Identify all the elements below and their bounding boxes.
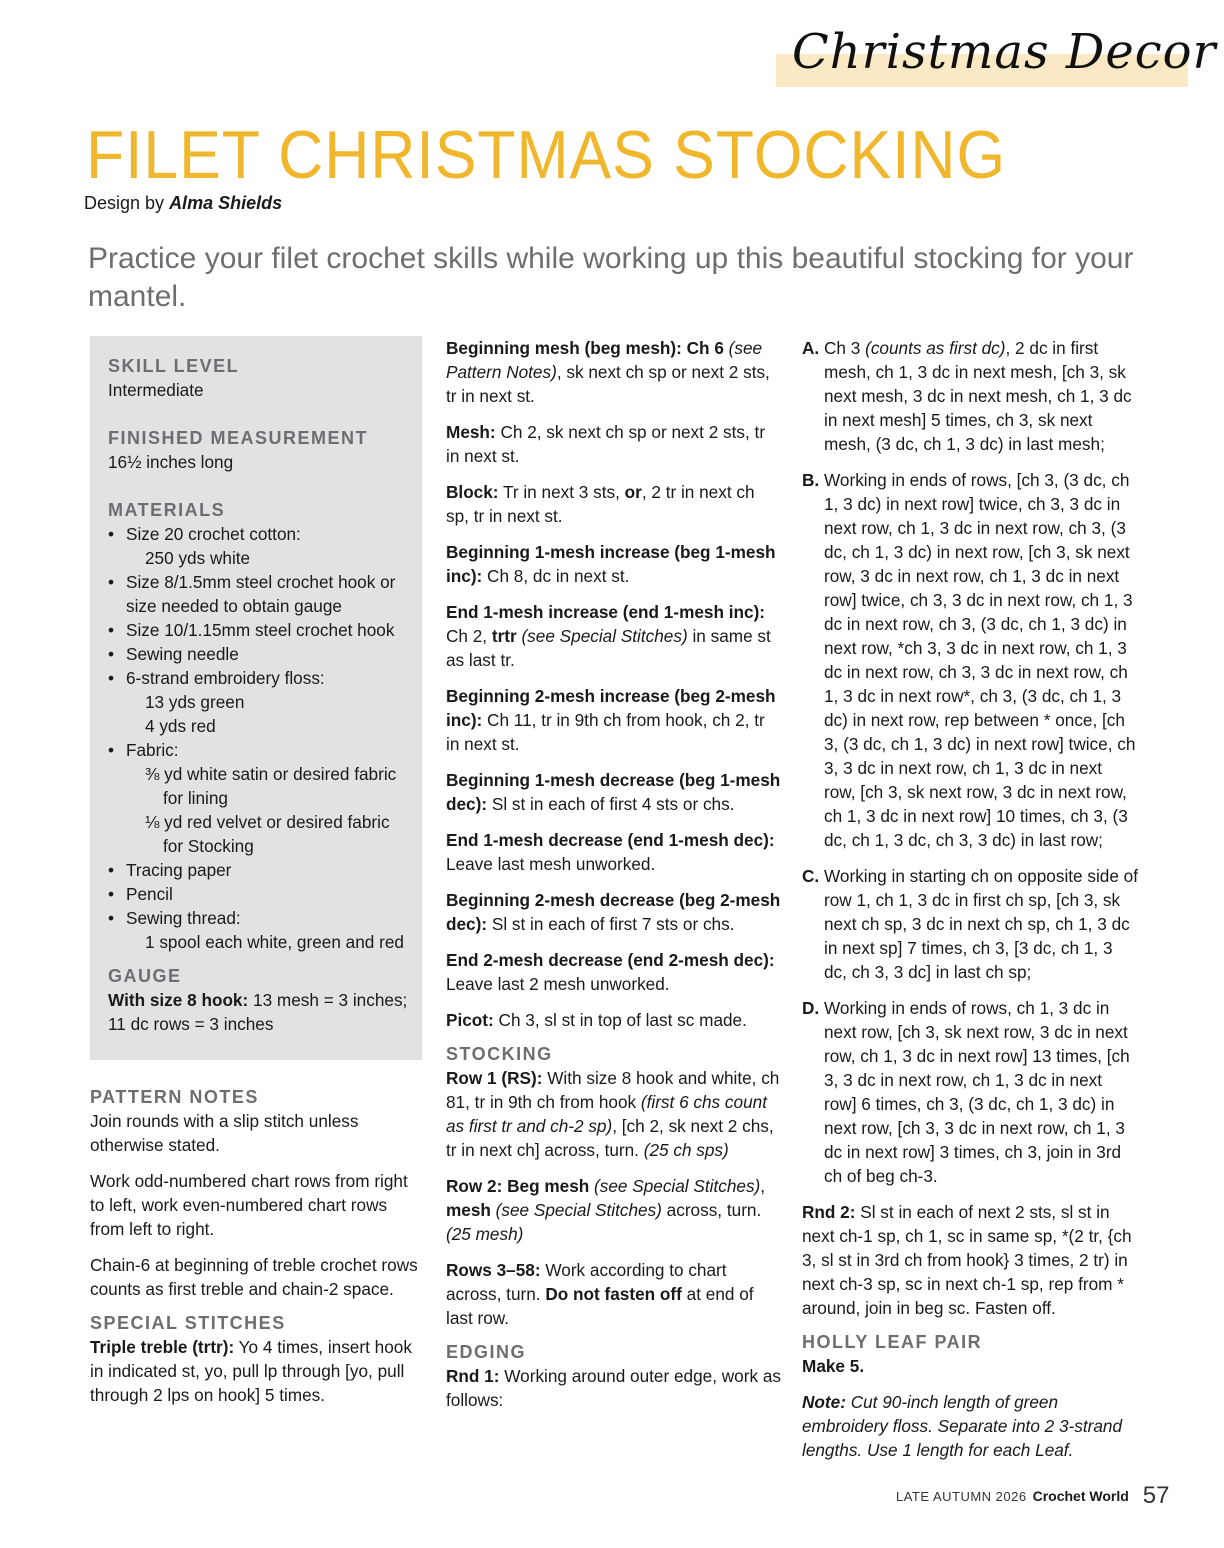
byline	[84, 193, 282, 214]
stitch-definition: End 1-mesh decrease (end 1-mesh dec): Leave last mesh unworked.	[446, 830, 775, 874]
stitch-definition: End 1-mesh increase (end 1-mesh inc): Ch 2, trtr (see Special Stitches) in same st as last tr.	[446, 602, 771, 670]
magazine-name: Crochet World	[1032, 1488, 1129, 1504]
pattern-notes-heading: PATTERN NOTES	[90, 1087, 259, 1107]
pattern-note: Work odd-numbered chart rows from right to left, work even-numbered chart rows from left to right.	[90, 1171, 408, 1239]
materials-list	[108, 522, 408, 954]
stitch-definition: Block: Tr in next 3 sts, or, 2 tr in next ch sp, tr in next st.	[446, 482, 755, 526]
edging-step-b: B. Working in ends of rows, [ch 3, (3 dc, ch 1, 3 dc) in next row] twice, ch 3, 3 dc in next row, ch 1, 3 dc in next row, ch 3, (3 dc, ch 1, 3 dc) in next row, [ch 3, sk next row, 3 dc in next row, ch 1, 3 dc in next row] twice, ch 3, 3 dc in next row, ch 1, 3 dc in next row, ch 3, (3 dc, ch 1, 3 dc) in next row, *ch 3, 3 dc in next row, ch 1, 3 dc in next row, ch 3, 3 dc in next row, ch 1, 3 dc in next row*, ch 3, (3 dc, ch 1, 3 dc) in next row, rep between * once, [ch 3, (3 dc, ch 1, 3 dc) in next row] twice, ch 3, 3 dc in next row, ch 1, 3 dc in next row, [ch 3, sk next row, 3 dc in next row, ch 1, 3 dc in next row] 10 times, ch 3, (3 dc, ch 1, 3 dc, ch 3, 3 dc) in last row;	[802, 470, 1136, 850]
pattern-row: Rnd 1: Working around outer edge, work as follows:	[446, 1366, 781, 1410]
pattern-row: Rows 3–58: Work according to chart across, turn. Do not fasten off at end of last row.	[446, 1260, 754, 1328]
stitch-definition: Triple treble (trtr): Yo 4 times, insert hook in indicated st, yo, pull lp through [yo, pull through 2 lps on hook] 5 times.	[90, 1337, 412, 1405]
measurement-value: 16½ inches long	[108, 452, 234, 472]
list-item: • Sewing thread: 1 spool each white, green and red	[108, 906, 408, 954]
edging-step-d: D. Working in ends of rows, ch 1, 3 dc in next row, [ch 3, sk next row, 3 dc in next row, ch 1, 3 dc in next row] 13 times, [ch 3, 3 dc in next row, ch 1, 3 dc in next row] 6 times, ch 3, (3 dc, ch 1, 3 dc) in next row, [ch 3, 3 dc in next row, ch 1, 3 dc in next row] 3 times, ch 3, join in 3rd ch of beg ch-3.	[802, 998, 1130, 1186]
edging-heading: EDGING	[446, 1342, 527, 1362]
stitch-definition: Beginning 2-mesh decrease (beg 2-mesh dec): Sl st in each of first 7 sts or chs.	[446, 890, 781, 934]
pattern-note: Join rounds with a slip stitch unless otherwise stated.	[90, 1111, 359, 1155]
page-title: FILET CHRISTMAS STOCKING	[86, 117, 1007, 193]
holly-leaf-heading: HOLLY LEAF PAIR	[802, 1332, 983, 1352]
stitch-definition: Beginning 2-mesh increase (beg 2-mesh inc): Ch 11, tr in 9th ch from hook, ch 2, tr in next st.	[446, 686, 776, 754]
list-item: • Pencil	[108, 882, 408, 906]
column-3	[802, 336, 1138, 1474]
holly-note: Note: Cut 90-inch length of green embroidery floss. Separate into 2 3-strand lengths. Use 1 length for each Leaf.	[802, 1392, 1123, 1460]
pattern-note: Chain-6 at beginning of treble crochet rows counts as first treble and chain-2 space.	[90, 1255, 418, 1299]
list-item: • Size 20 crochet cotton: 250 yds white	[108, 522, 408, 570]
column-1	[90, 1085, 425, 1419]
section-tag: Christmas Decor	[792, 24, 1217, 80]
stitch-definition: Mesh: Ch 2, sk next ch sp or next 2 sts, tr in next st.	[446, 422, 766, 466]
designer-name: Alma Shields	[169, 193, 283, 213]
byline-prefix: Design by	[84, 193, 165, 213]
edging-step-a: A. Ch 3 (counts as first dc), 2 dc in first mesh, ch 1, 3 dc in next mesh, [ch 3, sk next mesh, 3 dc in next mesh, ch 1, 3 dc in next mesh] 5 times, ch 3, sk next mesh, (3 dc, ch 1, 3 dc) in last mesh;	[802, 338, 1132, 454]
skill-level-heading: SKILL LEVEL	[108, 356, 240, 376]
pattern-row: Rnd 2: Sl st in each of next 2 sts, sl st in next ch-1 sp, ch 1, sc in same sp, *(2 tr, {ch 3, sl st in 3rd ch from hook} 3 times, 2 tr) in next ch-3 sp, sc in next ch-1 sp, rep from * around, join in beg sc. Fasten off.	[802, 1202, 1132, 1318]
list-item: • 6-strand embroidery floss: 13 yds green 4 yds red	[108, 666, 408, 738]
list-item: • Sewing needle	[108, 642, 408, 666]
gauge-heading: GAUGE	[108, 966, 182, 986]
stitch-definition: Picot: Ch 3, sl st in top of last sc made.	[446, 1010, 747, 1030]
page-footer	[896, 1482, 1170, 1510]
page-number: 57	[1142, 1482, 1170, 1509]
stitch-definition: End 2-mesh decrease (end 2-mesh dec): Leave last 2 mesh unworked.	[446, 950, 775, 994]
special-stitches-heading: SPECIAL STITCHES	[90, 1313, 286, 1333]
measurement-heading: FINISHED MEASUREMENT	[108, 428, 369, 448]
column-2	[446, 336, 782, 1424]
intro-text: Practice your filet crochet skills while working up this beautiful stocking for your mantel.	[88, 242, 1134, 313]
list-item: • Size 8/1.5mm steel crochet hook or size needed to obtain gauge	[108, 570, 408, 618]
list-item: • Tracing paper	[108, 858, 408, 882]
pattern-row: Row 1 (RS): With size 8 hook and white, ch 81, tr in 9th ch from hook (first 6 chs count as first tr and ch-2 sp), [ch 2, sk next 2 chs, tr in next ch] across, turn. (25 ch sps)	[446, 1068, 780, 1160]
stocking-heading: STOCKING	[446, 1044, 553, 1064]
make-count: Make 5.	[802, 1356, 865, 1376]
stitch-definition: Beginning 1-mesh decrease (beg 1-mesh dec): Sl st in each of first 4 sts or chs.	[446, 770, 781, 814]
materials-sidebar	[90, 336, 422, 1060]
materials-heading: MATERIALS	[108, 500, 226, 520]
issue-date: LATE AUTUMN 2026	[896, 1489, 1027, 1504]
stitch-definition: Beginning 1-mesh increase (beg 1-mesh inc): Ch 8, dc in next st.	[446, 542, 776, 586]
pattern-row: Row 2: Beg mesh (see Special Stitches), mesh (see Special Stitches) across, turn. (25 mesh)	[446, 1176, 766, 1244]
list-item: • Fabric: ⅜ yd white satin or desired fabric for lining ⅛ yd red velvet or desired fabric for Stocking	[108, 738, 408, 858]
stitch-definition: Beginning mesh (beg mesh): Ch 6 (see Pattern Notes), sk next ch sp or next 2 sts, tr in next st.	[446, 338, 770, 406]
skill-level-value: Intermediate	[108, 380, 204, 400]
gauge-text: With size 8 hook: 13 mesh = 3 inches; 11 dc rows = 3 inches	[108, 990, 408, 1034]
edging-step-c: C. Working in starting ch on opposite side of row 1, ch 1, 3 dc in first ch sp, [ch 3, sk next ch sp, 3 dc in next ch sp, ch 1, 3 dc in next sp] 7 times, ch 3, [3 dc, ch 1, 3 dc, ch 3, 3 dc] in last ch sp;	[802, 866, 1139, 982]
list-item: • Size 10/1.15mm steel crochet hook	[108, 618, 408, 642]
